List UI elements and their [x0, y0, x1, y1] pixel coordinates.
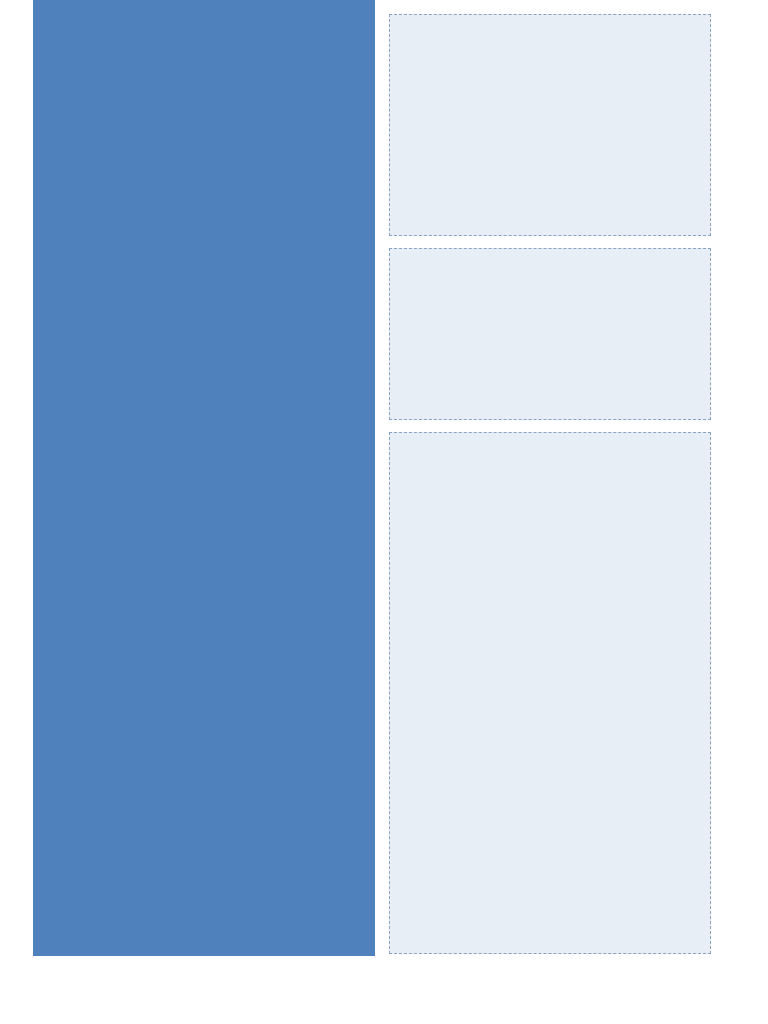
sidebar [33, 0, 375, 956]
intro-block [389, 14, 711, 236]
services-panel [389, 432, 711, 954]
standards-panel [389, 248, 711, 420]
main-column [389, 0, 711, 956]
